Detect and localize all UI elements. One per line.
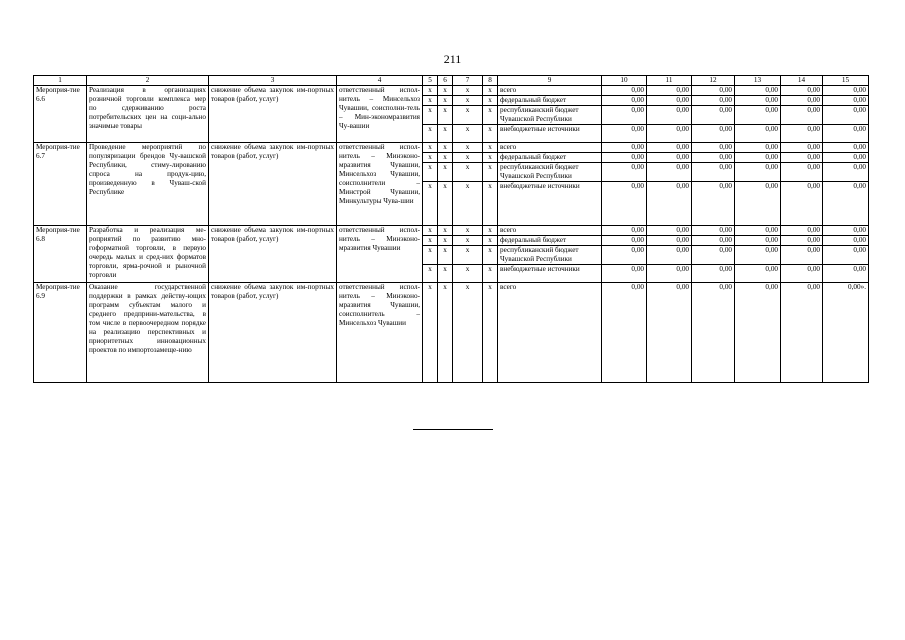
amount-cell: 0,00 (692, 96, 735, 106)
amount-cell: 0,00 (602, 265, 647, 283)
funding-source: всего (498, 283, 602, 383)
amount-cell: 0,00 (781, 226, 823, 236)
marker-cell: x (483, 246, 498, 265)
marker-cell: x (423, 153, 438, 163)
marker-cell: x (423, 236, 438, 246)
column-number-8: 8 (483, 76, 498, 86)
column-number-7: 7 (453, 76, 483, 86)
marker-cell: x (423, 125, 438, 143)
column-number-11: 11 (647, 76, 692, 86)
funding-source: внебюджетные источники (498, 125, 602, 143)
page-number: 211 (443, 52, 462, 66)
marker-cell: x (483, 226, 498, 236)
amount-cell: 0,00 (647, 283, 692, 383)
amount-cell: 0,00 (602, 153, 647, 163)
end-rule (413, 429, 493, 430)
marker-cell: x (438, 236, 453, 246)
amount-cell: 0,00 (781, 163, 823, 182)
funding-row (34, 226, 869, 236)
amount-cell: 0,00 (823, 265, 869, 283)
marker-cell: x (423, 226, 438, 236)
amount-cell: 0,00 (602, 125, 647, 143)
amount-cell: 0,00 (735, 153, 781, 163)
amount-cell: 0,00 (781, 125, 823, 143)
column-number-6: 6 (438, 76, 453, 86)
marker-cell: x (438, 125, 453, 143)
column-number-3: 3 (209, 76, 337, 86)
marker-cell: x (453, 226, 483, 236)
amount-cell: 0,00 (735, 143, 781, 153)
amount-cell: 0,00 (602, 106, 647, 125)
amount-cell: 0,00 (602, 226, 647, 236)
marker-cell: x (453, 153, 483, 163)
event-name: Реализация в организациях розничной торговли комплекса мер по сдерживанию роста потребительских цен на соци-ально значимые товары (87, 86, 209, 143)
amount-cell: 0,00 (735, 265, 781, 283)
amount-cell: 0,00 (735, 283, 781, 383)
marker-cell: x (438, 283, 453, 383)
amount-cell: 0,00 (647, 265, 692, 283)
column-number-12: 12 (692, 76, 735, 86)
amount-cell: 0,00 (602, 143, 647, 153)
amount-cell: 0,00 (692, 153, 735, 163)
amount-cell: 0,00 (781, 283, 823, 383)
funding-source: федеральный бюджет (498, 236, 602, 246)
funding-source: республиканский бюджет Чувашской Республики (498, 246, 602, 265)
column-number-15: 15 (823, 76, 869, 86)
amount-cell: 0,00 (602, 96, 647, 106)
marker-cell: x (453, 143, 483, 153)
amount-cell: 0,00 (735, 86, 781, 96)
marker-cell: x (438, 153, 453, 163)
marker-cell: x (438, 226, 453, 236)
event-executor: ответственный испол-нитель – Минэконо-мразвития Чувашии (337, 226, 423, 283)
marker-cell: x (423, 86, 438, 96)
marker-cell: x (453, 125, 483, 143)
marker-cell: x (453, 246, 483, 265)
amount-cell: 0,00 (781, 246, 823, 265)
marker-cell: x (453, 86, 483, 96)
funding-source: федеральный бюджет (498, 153, 602, 163)
amount-cell: 0,00 (823, 96, 869, 106)
funding-source: всего (498, 143, 602, 153)
amount-cell: 0,00 (692, 283, 735, 383)
event-id: Мероприя-тие 6.8 (34, 226, 87, 283)
amount-cell: 0,00 (692, 236, 735, 246)
amount-cell: 0,00 (823, 163, 869, 182)
amount-cell: 0,00 (602, 163, 647, 182)
marker-cell: x (438, 106, 453, 125)
event-name: Разработка и реализация ме-роприятий по развитию мно-гоформатной торговли, в первую очередь малых и сред-них форматов торговли, ярма-рочной и рыночной торговли (87, 226, 209, 283)
amount-cell: 0,00 (823, 86, 869, 96)
amount-cell: 0,00 (781, 96, 823, 106)
marker-cell: x (438, 246, 453, 265)
amount-cell: 0,00 (781, 143, 823, 153)
marker-cell: x (438, 265, 453, 283)
amount-cell: 0,00 (692, 143, 735, 153)
event-executor: ответственный испол-нитель – Минэконо-мразвития Чувашии, соисполнитель – Минсельхоз Чувашии (337, 283, 423, 383)
event-id: Мероприя-тие 6.9 (34, 283, 87, 383)
amount-cell: 0,00 (647, 226, 692, 236)
marker-cell: x (453, 283, 483, 383)
marker-cell: x (423, 283, 438, 383)
marker-cell: x (423, 163, 438, 182)
funding-row (34, 283, 869, 383)
amount-cell: 0,00 (602, 283, 647, 383)
amount-cell: 0,00 (647, 125, 692, 143)
funding-row (34, 143, 869, 153)
amount-cell: 0,00 (647, 86, 692, 96)
event-id: Мероприя-тие 6.7 (34, 143, 87, 226)
marker-cell: x (438, 163, 453, 182)
amount-cell: 0,00 (647, 236, 692, 246)
marker-cell: x (453, 236, 483, 246)
marker-cell: x (423, 265, 438, 283)
marker-cell: x (483, 182, 498, 226)
marker-cell: x (453, 265, 483, 283)
marker-cell: x (483, 86, 498, 96)
amount-cell: 0,00 (692, 106, 735, 125)
amount-cell: 0,00 (647, 106, 692, 125)
event-id: Мероприя-тие 6.6 (34, 86, 87, 143)
program-events-table (33, 75, 869, 383)
marker-cell: x (438, 182, 453, 226)
marker-cell: x (438, 96, 453, 106)
funding-source: внебюджетные источники (498, 182, 602, 226)
amount-cell: 0,00 (823, 143, 869, 153)
amount-cell: 0,00 (602, 86, 647, 96)
amount-cell: 0,00 (602, 236, 647, 246)
amount-cell: 0,00 (692, 86, 735, 96)
marker-cell: x (453, 182, 483, 226)
amount-cell: 0,00 (692, 182, 735, 226)
marker-cell: x (453, 96, 483, 106)
marker-cell: x (453, 106, 483, 125)
amount-cell: 0,00 (823, 182, 869, 226)
marker-cell: x (423, 246, 438, 265)
column-number-4: 4 (337, 76, 423, 86)
column-number-9: 9 (498, 76, 602, 86)
event-goal: снижение объема закупок им-портных товаров (работ, услуг) (209, 226, 337, 283)
amount-cell: 0,00 (692, 125, 735, 143)
amount-cell: 0,00 (647, 153, 692, 163)
amount-cell: 0,00 (647, 96, 692, 106)
amount-cell: 0,00». (823, 283, 869, 383)
amount-cell: 0,00 (735, 96, 781, 106)
marker-cell: x (483, 106, 498, 125)
marker-cell: x (438, 86, 453, 96)
event-goal: снижение объема закупок им-портных товаров (работ, услуг) (209, 143, 337, 226)
amount-cell: 0,00 (692, 226, 735, 236)
marker-cell: x (483, 265, 498, 283)
marker-cell: x (423, 182, 438, 226)
event-executor: ответственный испол-нитель – Минсельхоз Чувашии, соисполни-тель – Мин-экономразвития Чу-вашии (337, 86, 423, 143)
marker-cell: x (423, 106, 438, 125)
marker-cell: x (423, 96, 438, 106)
amount-cell: 0,00 (647, 143, 692, 153)
marker-cell: x (483, 283, 498, 383)
marker-cell: x (483, 153, 498, 163)
amount-cell: 0,00 (823, 236, 869, 246)
amount-cell: 0,00 (692, 163, 735, 182)
amount-cell: 0,00 (781, 106, 823, 125)
amount-cell: 0,00 (692, 265, 735, 283)
amount-cell: 0,00 (735, 246, 781, 265)
marker-cell: x (483, 125, 498, 143)
amount-cell: 0,00 (781, 86, 823, 96)
event-goal: снижение объема закупок им-портных товаров (работ, услуг) (209, 86, 337, 143)
marker-cell: x (438, 143, 453, 153)
marker-cell: x (423, 143, 438, 153)
amount-cell: 0,00 (823, 125, 869, 143)
funding-row (34, 86, 869, 96)
amount-cell: 0,00 (735, 182, 781, 226)
amount-cell: 0,00 (647, 182, 692, 226)
event-executor: ответственный испол-нитель – Минэконо-мразвития Чувашии, Минсельхоз Чувашии, соисполнители – Минстрой Чувашии, Минкультуры Чува-шии (337, 143, 423, 226)
amount-cell: 0,00 (735, 236, 781, 246)
amount-cell: 0,00 (823, 153, 869, 163)
amount-cell: 0,00 (823, 106, 869, 125)
funding-source: всего (498, 226, 602, 236)
column-number-10: 10 (602, 76, 647, 86)
funding-source: всего (498, 86, 602, 96)
event-name: Проведение мероприятий по популяризации брендов Чу-вашской Республики, стиму-лированию спроса на продук-цию, произведенную в Чуваш-ской Республике (87, 143, 209, 226)
funding-source: внебюджетные источники (498, 265, 602, 283)
funding-source: республиканский бюджет Чувашской Республики (498, 163, 602, 182)
amount-cell: 0,00 (647, 163, 692, 182)
column-number-5: 5 (423, 76, 438, 86)
header-row (34, 76, 869, 86)
marker-cell: x (483, 163, 498, 182)
amount-cell: 0,00 (647, 246, 692, 265)
amount-cell: 0,00 (781, 265, 823, 283)
column-number-2: 2 (87, 76, 209, 86)
marker-cell: x (483, 96, 498, 106)
amount-cell: 0,00 (823, 246, 869, 265)
amount-cell: 0,00 (735, 106, 781, 125)
amount-cell: 0,00 (735, 226, 781, 236)
amount-cell: 0,00 (735, 125, 781, 143)
marker-cell: x (483, 236, 498, 246)
event-name: Оказание государственной поддержки в рамках действу-ющих программ субъектам малого и среднего предприни-мательства, в том числе в первоочередном порядке на реализацию перспективных и приоритетных инновационных проектов по импортозамеще-нию (87, 283, 209, 383)
column-number-14: 14 (781, 76, 823, 86)
amount-cell: 0,00 (692, 246, 735, 265)
column-number-1: 1 (34, 76, 87, 86)
amount-cell: 0,00 (781, 236, 823, 246)
amount-cell: 0,00 (602, 246, 647, 265)
funding-source: федеральный бюджет (498, 96, 602, 106)
amount-cell: 0,00 (781, 153, 823, 163)
marker-cell: x (453, 163, 483, 182)
amount-cell: 0,00 (823, 226, 869, 236)
marker-cell: x (483, 143, 498, 153)
amount-cell: 0,00 (781, 182, 823, 226)
amount-cell: 0,00 (735, 163, 781, 182)
amount-cell: 0,00 (602, 182, 647, 226)
funding-source: республиканский бюджет Чувашской Республики (498, 106, 602, 125)
column-number-13: 13 (735, 76, 781, 86)
event-goal: снижение объема закупок им-портных товаров (работ, услуг) (209, 283, 337, 383)
